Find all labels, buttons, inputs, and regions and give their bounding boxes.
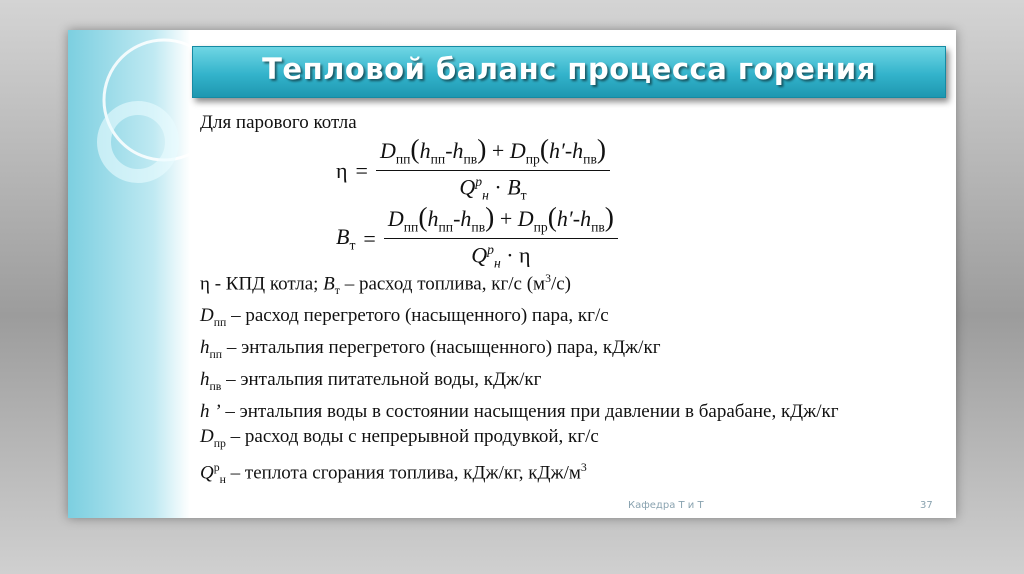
page-number: 37 xyxy=(920,500,933,511)
equals-sign: = xyxy=(363,226,376,252)
definition-item: $h_{пп}$ – энтальпия перегретого (насыщенного) пара, кДж/кг xyxy=(200,336,661,361)
definition-item: $D_{пр}$ – расход воды с непрерывной продувкой, кг/с xyxy=(200,425,599,450)
fraction xyxy=(376,133,610,204)
formula-lhs-eta: η xyxy=(336,158,348,184)
definition-item: η - КПД котла; $B_т$ – расход топлива, кг/с $(м^3/с)$ xyxy=(200,272,571,298)
decorative-side-panel xyxy=(68,30,190,518)
slide-title: Тепловой баланс процесса горения xyxy=(262,52,876,86)
formula-efficiency xyxy=(336,133,610,204)
title-bar xyxy=(192,46,946,98)
slide xyxy=(68,30,956,518)
footer-department: Кафедра Т и Т xyxy=(628,500,704,511)
definition-item: h ’ – энтальпия воды в состоянии насыщения при давлении в барабане, кДж/кг xyxy=(200,400,839,422)
decorative-ring-small xyxy=(104,108,172,176)
fraction-numerator: $D_{пп}(h_{пп}-h_{пв}) + D_{пр}(h'-h_{пв})$ xyxy=(376,138,610,171)
fraction-denominator: $Q^p_н \cdot B_т$ xyxy=(459,174,527,204)
formula-fuel-consumption xyxy=(336,201,618,272)
fraction xyxy=(384,201,618,272)
equals-sign: = xyxy=(355,158,368,184)
definition-item: $D_{пп}$ – расход перегретого (насыщенного) пара, кг/с xyxy=(200,305,609,329)
fraction-numerator: $D_{пп}(h_{пп}-h_{пв}) + D_{пр}(h'-h_{пв})$ xyxy=(384,206,618,239)
formula-lhs-b: $B_т$ xyxy=(336,224,356,253)
definition-item: $Q^р_н$ – теплота сгорания топлива, кДж/кг, кДж/$м^3$ xyxy=(200,461,587,487)
fraction-denominator: $Q^p_н \cdot \eta$ xyxy=(471,242,531,272)
intro-text: Для парового котла xyxy=(200,112,357,133)
definition-item: $h_{пв}$ – энтальпия питательной воды, кДж/кг xyxy=(200,368,542,393)
definitions-list xyxy=(200,266,940,492)
